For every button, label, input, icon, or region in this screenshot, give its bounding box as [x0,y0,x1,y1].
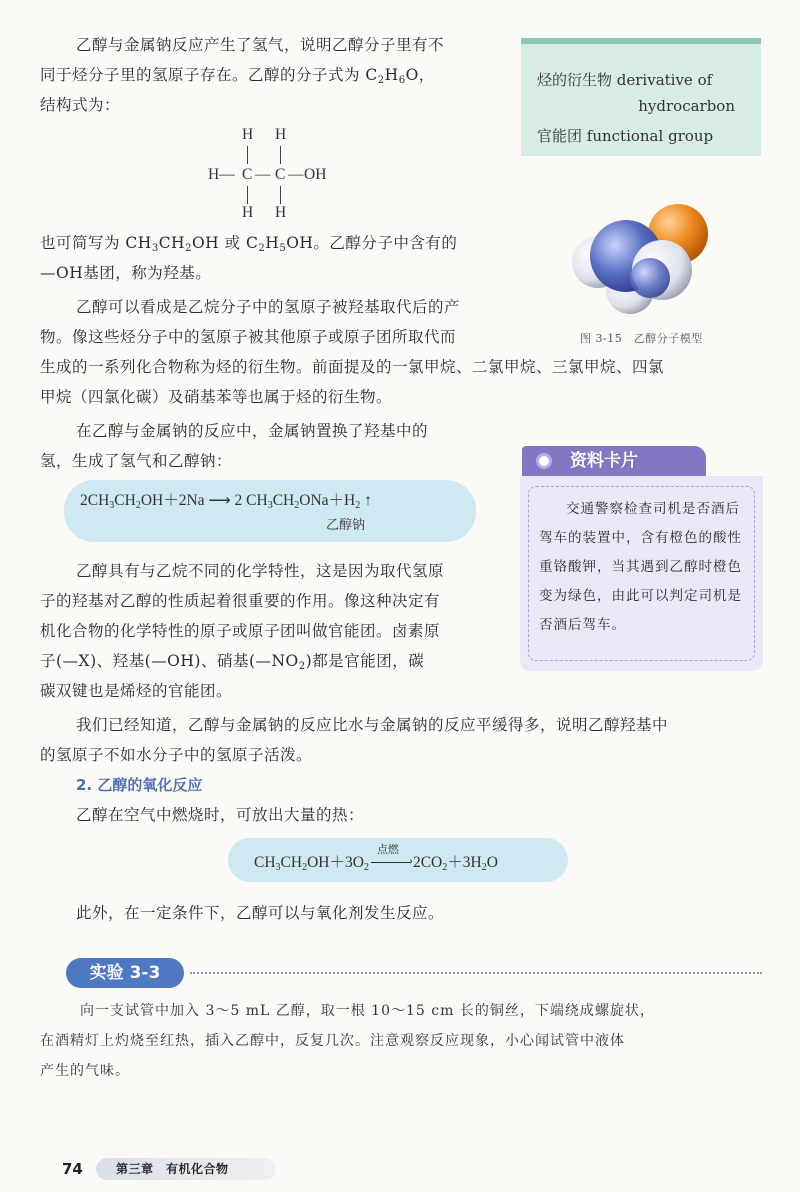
bond-line [280,186,281,204]
ethanol-molecule-model [560,200,720,320]
structural-formula [200,122,340,222]
bond-dash: — [288,166,304,183]
paragraph-line: 机化合物的化学特性的原子或原子团叫做官能团。卤素原 [40,622,441,640]
data-card-header: 资料卡片 [522,446,706,476]
carbon-atom [630,258,670,298]
glossary-term-1-cont: hydrocarbon [638,97,735,115]
paragraph-line: —OH基团，称为羟基。 [40,264,212,282]
atom-c: C [275,166,286,183]
experiment-tag: 实验 3-3 [66,958,184,988]
bond-dash: — [255,166,271,183]
paragraph-line: 子的羟基对乙醇的性质起着很重要的作用。像这种决定有 [40,592,441,610]
atom-h: H [242,204,254,221]
paragraph-line: 同于烃分子里的氢原子存在。乙醇的分子式为 $C_2H_6O$， [40,66,435,86]
experiment-line: 在酒精灯上灼烧至红热，插入乙醇中，反复几次。注意观察反应现象，小心闻试管中液体 [40,1033,625,1049]
experiment-line: 产生的气味。 [40,1063,130,1079]
section-title: 2. 乙醇的氧化反应 [76,776,203,794]
experiment-line: 向一支试管中加入 3～5 mL 乙醇，取一根 10～15 cm 长的铜丝，下端绕成螺旋状， [80,1003,655,1019]
product-label: 乙醇钠 [326,517,366,532]
paragraph-line: 乙醇在空气中燃烧时，可放出大量的热： [76,806,365,824]
glossary-term-2: 官能团 functional group [537,127,714,145]
paragraph-line: 碳双键也是烯烃的官能团。 [40,682,233,700]
reaction-arrow: › 点燃 [371,857,411,867]
bond-line [280,146,281,164]
paragraph-line: 也可简写为 $CH_3CH_2OH$ 或 $C_2H_5OH$。乙醇分子中含有的 [40,234,458,254]
paragraph-line: 乙醇可以看成是乙烷分子中的氢原子被羟基取代后的产 [76,298,461,316]
bond-line [247,186,248,204]
paragraph-line: 此外，在一定条件下，乙醇可以与氧化剂发生反应。 [76,904,445,922]
figure-caption: 图 3-15 乙醇分子模型 [580,332,703,345]
dotted-divider [190,972,762,974]
paragraph-line: 我们已经知道，乙醇与金属钠的反应比水与金属钠的反应平缓得多，说明乙醇羟基中 [76,716,669,734]
paragraph-line: 子(—X)、羟基(—OH)、硝基$(—NO_2)$都是官能团，碳 [40,652,425,672]
combustion-equation [228,838,568,882]
paragraph-line: 氢，生成了氢气和乙醇钠： [40,452,233,470]
data-card-text: 交通警察检查司机是否酒后驾车的装置中，含有橙色的酸性重铬酸钾，当其遇到乙醇时橙色变为绿色，由此可以判定司机是否酒后驾车。 [528,486,755,661]
paragraph-line: 乙醇具有与乙烷不同的化学特性，这是因为取代氢原 [76,562,445,580]
equation-text: $CH_3CH_2OH+3O_2$ › 点燃 $2CO_2+3H_2O$ [254,850,498,872]
bullet-icon [536,453,552,469]
sodium-reaction-equation [64,480,476,542]
glossary-term-1: 烃的衍生物 derivative of [537,71,713,89]
paragraph-line: 甲烷（四氯化碳）及硝基苯等也属于烃的衍生物。 [40,388,393,406]
bond-line [247,146,248,164]
glossary-note [521,38,761,156]
chapter-title: 第三章 有机化合物 [116,1162,229,1176]
page-number: 74 [62,1160,83,1178]
paragraph-line: 乙醇与金属钠反应产生了氢气，说明乙醇分子里有不 [76,36,445,54]
atom-h: H [275,204,287,221]
reaction-condition: 点燃 [376,844,399,856]
group-oh: OH [304,166,327,183]
paragraph-line: 生成的一系列化合物称为烃的衍生物。前面提及的一氯甲烷、二氯甲烷、三氯甲烷、四氯 [40,358,665,376]
atom-c: C [242,166,253,183]
paragraph-line: 结构式为： [40,96,121,114]
paragraph-line: 物。像这些烃分子中的氢原子被其他原子或原子团所取代而 [40,328,457,346]
equation-text: $2CH_3CH_2OH+2Na$ ⟶ 2 $CH_3CH_2ONa+H_2$ ↑ [80,492,372,511]
paragraph-line: 的氢原子不如水分子中的氢原子活泼。 [40,746,313,764]
atom-h: H [275,126,287,143]
paragraph-line: 在乙醇与金属钠的反应中，金属钠置换了羟基中的 [76,422,429,440]
atom-h: H— [208,166,235,183]
data-card [520,476,763,671]
atom-h: H [242,126,254,143]
